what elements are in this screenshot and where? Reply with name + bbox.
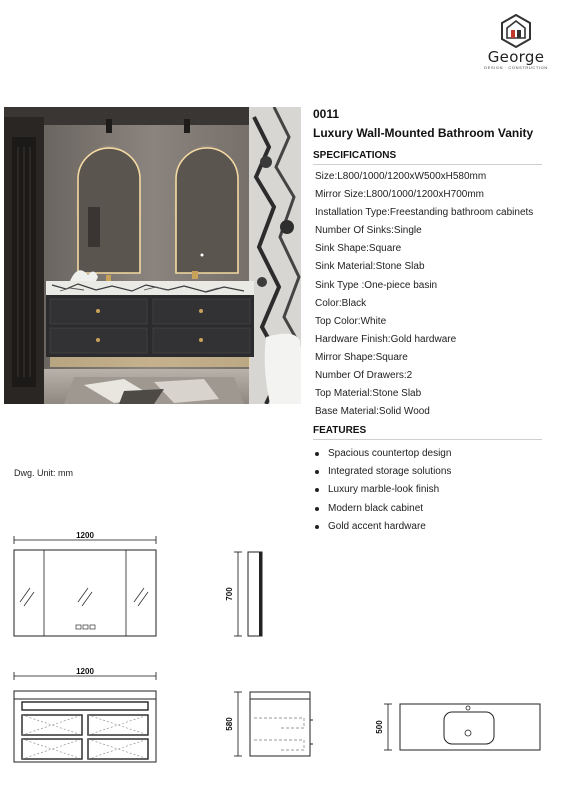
feature-item (315, 481, 451, 499)
spec-item: Sink Shape:Square (315, 243, 402, 255)
spec-item: Sink Material:Stone Slab (315, 261, 425, 273)
feature-text: Modern black cabinet (328, 502, 424, 514)
mirror-height-label: 700 (225, 587, 234, 601)
spec-item: Mirror Shape:Square (315, 351, 408, 363)
house-hexagon-logo-icon (499, 14, 533, 48)
spec-item: Sink Type :One-piece basin (315, 279, 438, 291)
spec-item: Hardware Finish:Gold hardware (315, 333, 457, 345)
spec-item: Base Material:Solid Wood (315, 406, 430, 418)
countertop-plan-drawing (368, 700, 544, 756)
feature-item (315, 500, 451, 518)
feature-text: Spacious countertop design (328, 448, 452, 460)
spec-item: Installation Type:Freestanding bathroom cabinets (315, 207, 534, 219)
brand-tagline: DESIGN · CONSTRUCTION (484, 65, 548, 70)
cabinet-front-drawing (10, 664, 160, 768)
feature-item (315, 445, 451, 463)
bullet-icon (315, 525, 319, 529)
spec-item: Top Material:Stone Slab (315, 388, 422, 400)
feature-item (315, 463, 451, 481)
features-heading: FEATURES (313, 425, 542, 440)
product-title: Luxury Wall-Mounted Bathroom Vanity (313, 126, 534, 140)
cabinet-side-drawing (218, 690, 318, 760)
specifications-list (315, 170, 533, 423)
top-depth-label: 500 (375, 720, 384, 734)
bullet-icon (315, 452, 319, 456)
bullet-icon (315, 488, 319, 492)
features-list (315, 445, 451, 536)
mirror-side-drawing (218, 548, 278, 642)
bullet-icon (315, 470, 319, 474)
bullet-icon (315, 507, 319, 511)
feature-item (315, 518, 451, 536)
feature-text: Luxury marble-look finish (328, 484, 440, 496)
brand-logo (476, 14, 556, 76)
spec-item: Size:L800/1000/1200xW500xH580mm (315, 171, 487, 182)
spec-item: Number Of Sinks:Single (315, 225, 422, 237)
drawing-unit-label: Dwg. Unit: mm (14, 468, 74, 478)
cabinet-width-label: 1200 (76, 667, 94, 676)
mirror-width-label: 1200 (76, 531, 94, 540)
cabinet-height-label: 580 (225, 717, 234, 731)
spec-item: Color:Black (315, 297, 367, 309)
product-photo (4, 107, 301, 404)
specifications-heading: SPECIFICATIONS (313, 150, 542, 165)
spec-item: Mirror Size:L800/1000/1200xH700mm (315, 189, 484, 201)
product-code: 0011 (313, 107, 340, 121)
brand-name: George (487, 48, 545, 66)
feature-text: Integrated storage solutions (328, 466, 452, 478)
spec-item: Top Color:White (315, 315, 387, 327)
feature-text: Gold accent hardware (328, 520, 426, 532)
spec-item: Number Of Drawers:2 (315, 370, 413, 382)
mirror-front-drawing (10, 528, 160, 640)
